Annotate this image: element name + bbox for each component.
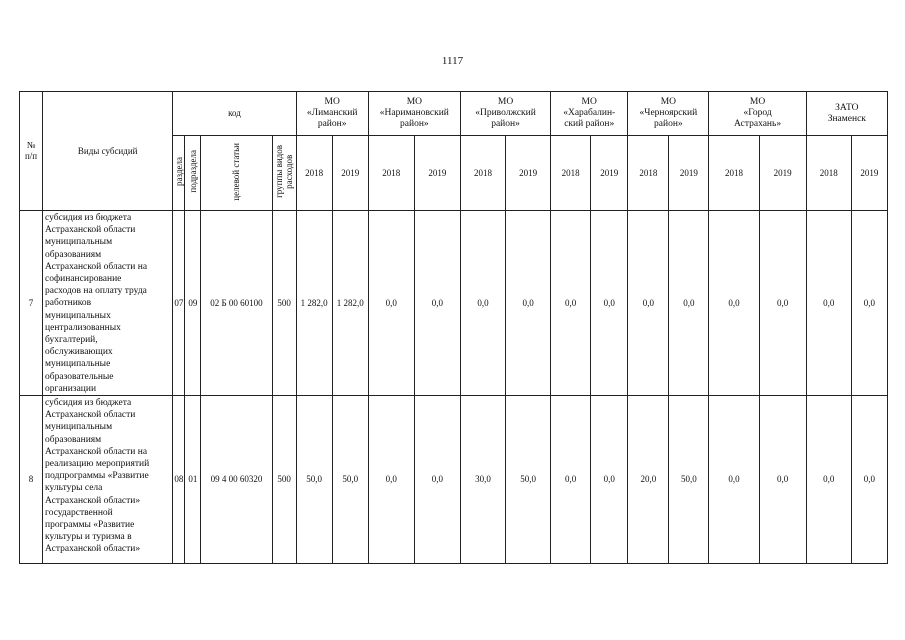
value-cell: 0,0 [806,396,851,564]
value-cell: 50,0 [332,396,368,564]
row-description: субсидия из бюджета Астраханской области муниципальным образованиям Астраханской области на реализацию мероприятий подпрограммы «Развитие культуры села Астраханской области» государственной программы «Развитие культуры и туризма в Астраханской области» [43,396,173,564]
row-number: 7 [20,211,43,396]
value-cell: 0,0 [591,396,628,564]
year-header: 2019 [414,136,460,211]
row-article: 09 4 00 60320 [201,396,272,564]
municipality-header: МО «Лиманский район» [296,92,368,136]
code-subheader-subsection: подраздела [185,136,201,211]
header-row-municipalities [20,92,888,136]
value-cell: 0,0 [368,396,414,564]
year-header: 2019 [759,136,806,211]
value-cell: 0,0 [709,396,759,564]
value-cell: 0,0 [591,211,628,396]
year-header: 2019 [506,136,551,211]
municipality-header: МО «Черноярский район» [628,92,709,136]
value-cell: 1 282,0 [296,211,332,396]
code-subheader-section: раздела [173,136,185,211]
row-section: 07 [173,211,185,396]
value-cell: 0,0 [806,211,851,396]
column-header-code: код [173,92,296,136]
value-cell: 0,0 [414,396,460,564]
year-header: 2018 [368,136,414,211]
page-number: 1117 [441,55,464,67]
code-subheader-expense-group: группы видов расходов [272,136,296,211]
value-cell: 0,0 [669,211,709,396]
row-expense-group: 500 [272,396,296,564]
year-header: 2019 [851,136,887,211]
value-cell: 30,0 [460,396,505,564]
column-header-number: № п/п [20,92,43,211]
column-header-types: Виды субсидий [43,92,173,211]
value-cell: 50,0 [506,396,551,564]
value-cell: 0,0 [759,211,806,396]
value-cell: 0,0 [709,211,759,396]
code-subheader-article: целевой статьи [201,136,272,211]
row-section: 08 [173,396,185,564]
subsidy-table [19,91,888,564]
value-cell: 0,0 [551,396,591,564]
value-cell: 0,0 [759,396,806,564]
row-subsection: 09 [185,211,201,396]
value-cell: 0,0 [460,211,505,396]
value-cell: 0,0 [414,211,460,396]
municipality-header: ЗАТО Знаменск [806,92,887,136]
table-row [20,211,888,396]
table-row [20,396,888,564]
year-header: 2018 [460,136,505,211]
value-cell: 0,0 [628,211,669,396]
value-cell: 0,0 [368,211,414,396]
value-cell: 0,0 [851,211,887,396]
municipality-header: МО «Наримановский район» [368,92,460,136]
row-subsection: 01 [185,396,201,564]
municipality-header: МО «Город Астрахань» [709,92,806,136]
row-article: 02 Б 00 60100 [201,211,272,396]
year-header: 2018 [551,136,591,211]
value-cell: 1 282,0 [332,211,368,396]
value-cell: 0,0 [506,211,551,396]
year-header: 2018 [709,136,759,211]
year-header: 2018 [296,136,332,211]
value-cell: 20,0 [628,396,669,564]
year-header: 2019 [669,136,709,211]
year-header: 2018 [628,136,669,211]
year-header: 2018 [806,136,851,211]
row-expense-group: 500 [272,211,296,396]
municipality-header: МО «Харабалин- ский район» [551,92,628,136]
value-cell: 50,0 [669,396,709,564]
year-header: 2019 [591,136,628,211]
value-cell: 50,0 [296,396,332,564]
row-number: 8 [20,396,43,564]
value-cell: 0,0 [551,211,591,396]
value-cell: 0,0 [851,396,887,564]
year-header: 2019 [332,136,368,211]
row-description: субсидия из бюджета Астраханской области муниципальным образованиям Астраханской области на софинансирование расходов на оплату труда работников муниципальных централизованных бухгалтерий, обслуживающих муниципальные образовательные организации [43,211,173,396]
municipality-header: МО «Приволжский район» [460,92,550,136]
